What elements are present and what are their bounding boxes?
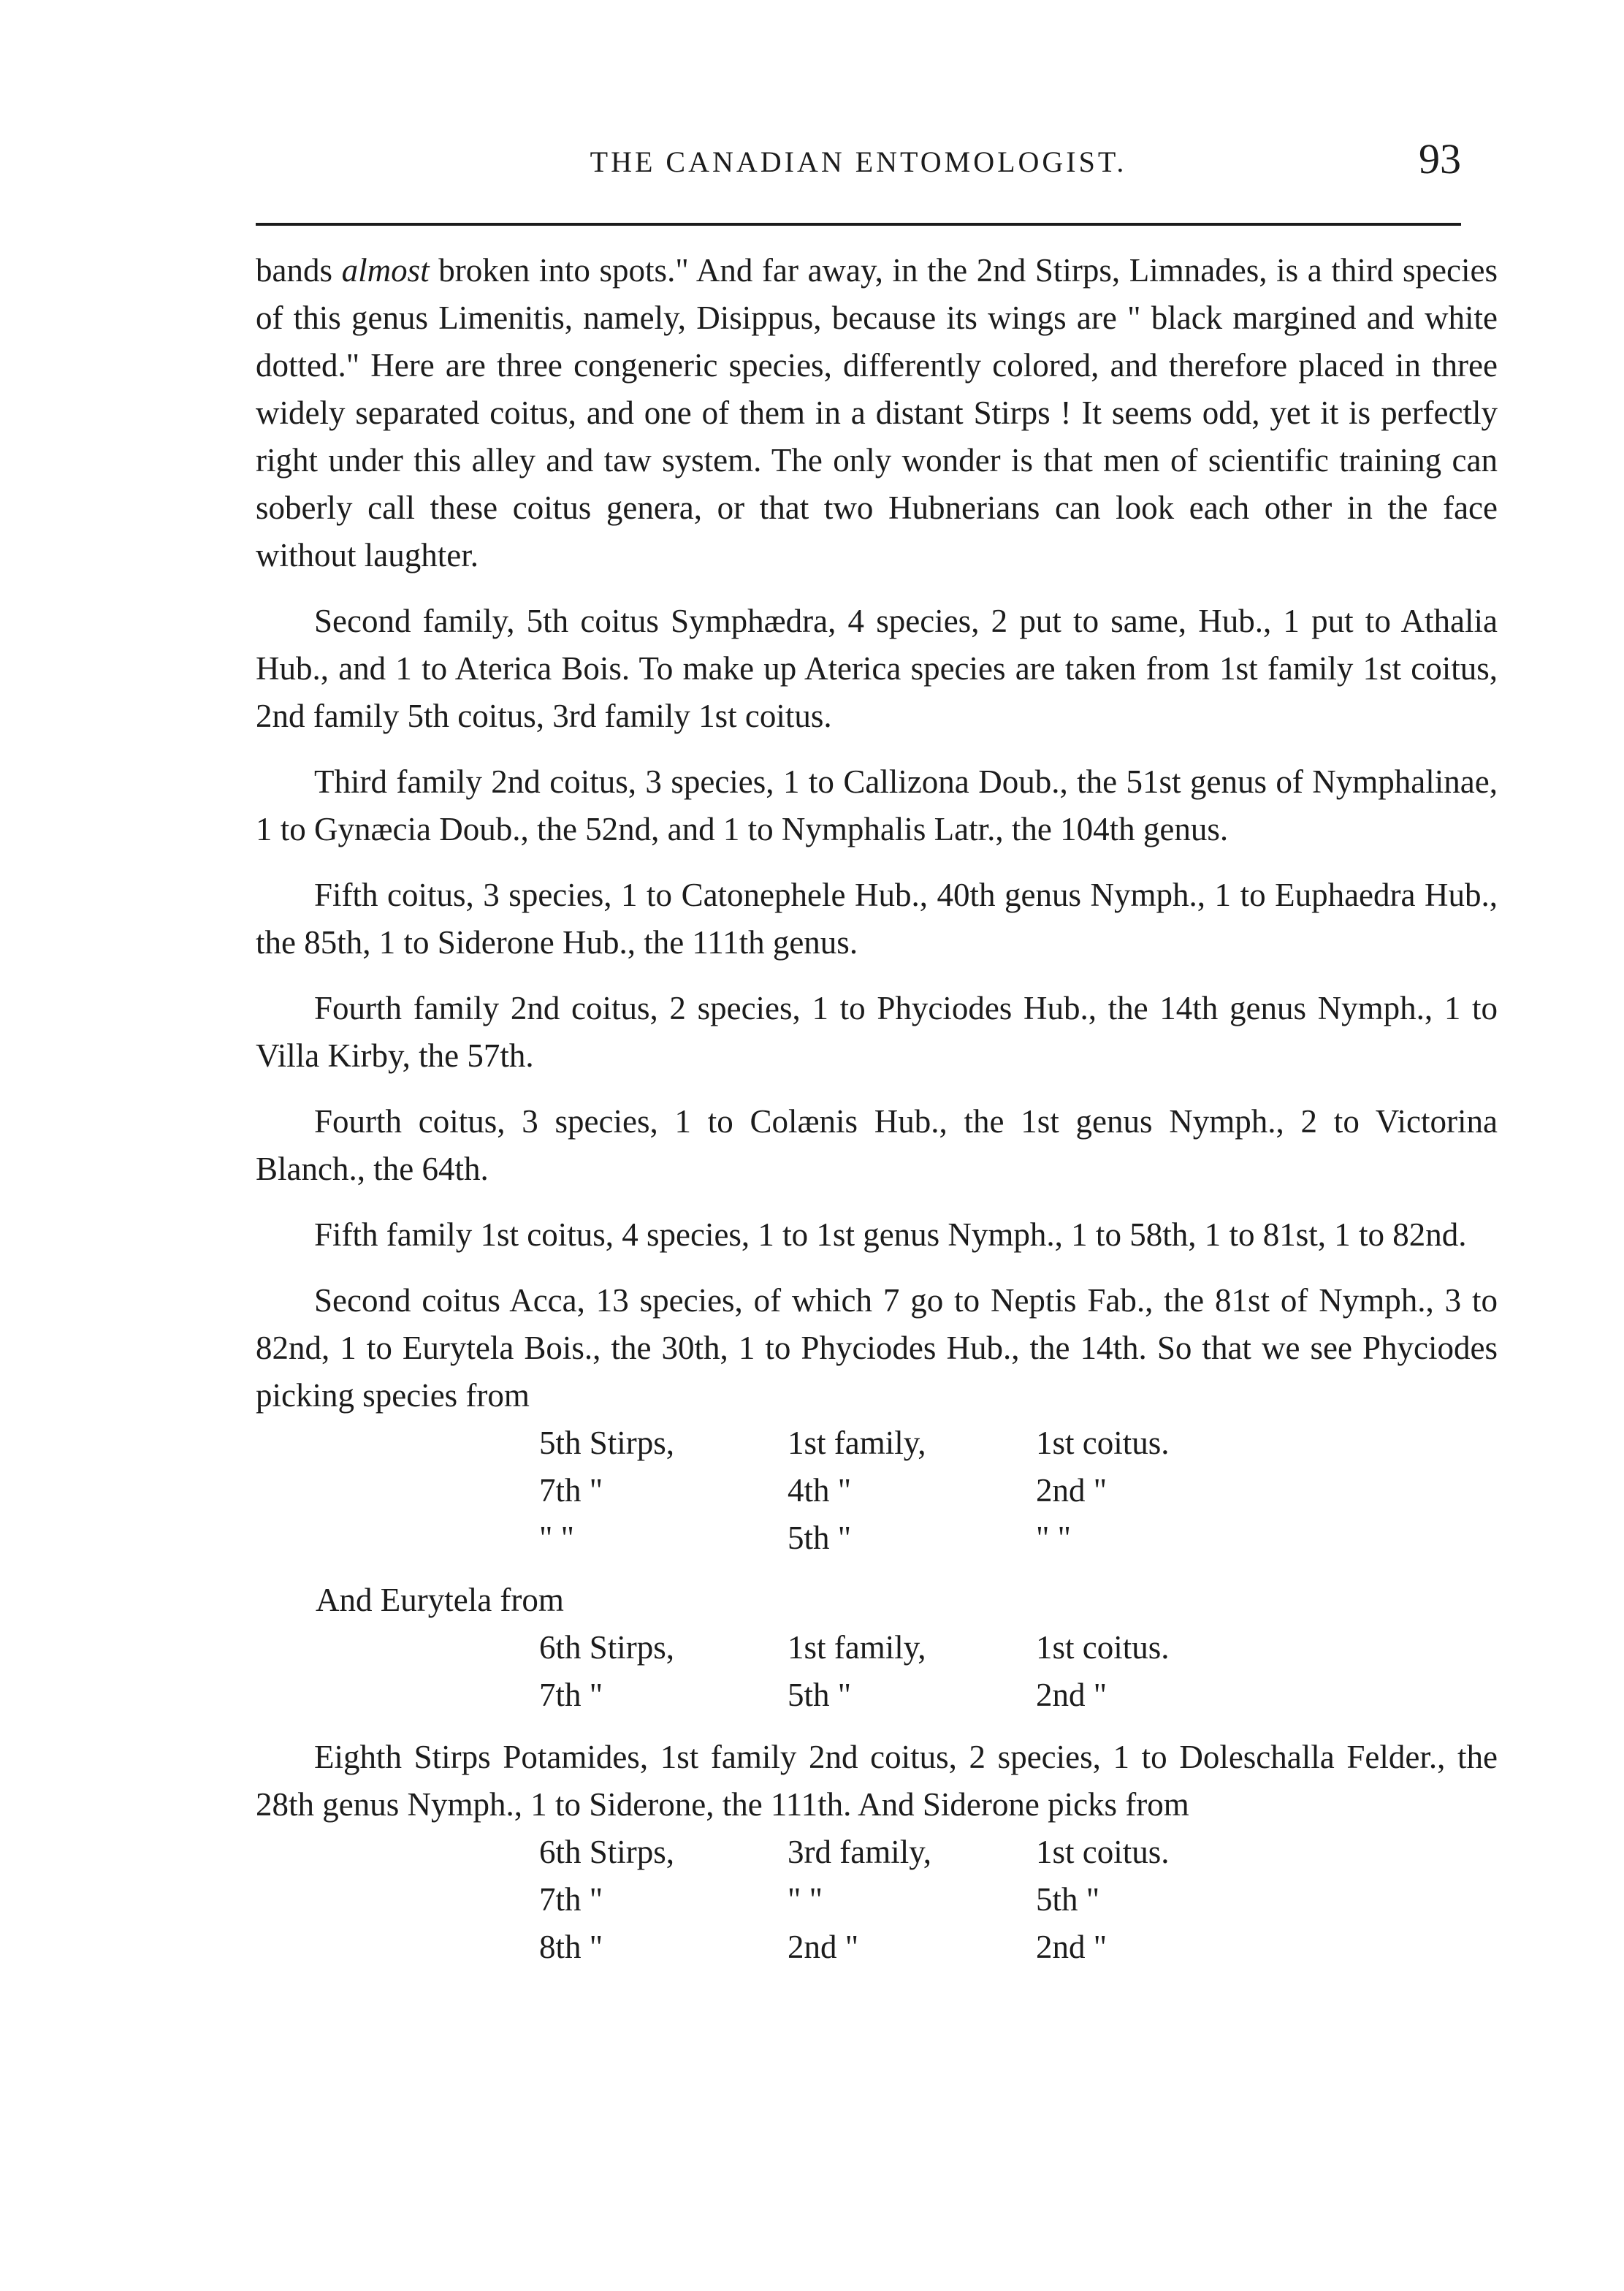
table-cell: 8th " [539,1929,603,1965]
paragraph-4: Fifth coitus, 3 species, 1 to Catonephele Hub., 40th genus Nymph., 1 to Euphaedra Hub., the 85th, 1 to Siderone Hub., the 111th genus. [256,877,1498,961]
table-cell: 7th " [539,1881,603,1918]
paragraph-1 [256,247,1498,579]
eurytela-table [539,1624,1211,1719]
table-row [539,1924,1211,1971]
table-cell: 7th " [539,1677,603,1713]
table-cell: 5th " [1036,1881,1100,1918]
paragraph-5: Fourth family 2nd coitus, 2 species, 1 to Phyciodes Hub., the 14th genus Nymph., 1 to Villa Kirby, the 57th. [256,990,1498,1074]
table-cell: 5th " [788,1520,852,1556]
table-row [539,1467,1211,1514]
table-cell: " " [788,1881,823,1918]
table-cell: 1st coitus. [1036,1834,1170,1870]
table-cell: 1st family, [788,1629,926,1666]
page-number: 93 [1419,135,1461,183]
siderone-table [539,1829,1211,1971]
table-cell: 6th Stirps, [539,1834,675,1870]
body-text [256,247,1498,1986]
table-cell: 4th " [788,1472,852,1509]
table-row [539,1624,1211,1671]
table-row [539,1419,1211,1467]
table-row [539,1671,1211,1719]
table-row [539,1876,1211,1924]
running-title: THE CANADIAN ENTOMOLOGIST. [590,145,1127,178]
phyciodes-table [539,1419,1211,1562]
table-row [539,1829,1211,1876]
table-cell: 3rd family, [788,1834,932,1870]
table-cell: 1st coitus. [1036,1629,1170,1666]
paragraph-8: Second coitus Acca, 13 species, of which 7 go to Neptis Fab., the 81st of Nymph., 3 to 82nd, 1 to Eurytela Bois., the 30th, 1 to Phyciodes Hub., the 14th. So that we see Phyciodes picking species from [256,1282,1498,1414]
paragraph-1-lead: bands [256,252,342,289]
page-header [256,137,1461,188]
table-cell: 6th Stirps, [539,1629,675,1666]
table-cell: 5th " [788,1677,852,1713]
table-cell: 7th " [539,1472,603,1509]
paragraph-6: Fourth coitus, 3 species, 1 to Colænis Hub., the 1st genus Nymph., 2 to Victorina Blanch., the 64th. [256,1103,1498,1187]
table-cell: 5th Stirps, [539,1425,675,1461]
paragraph-7: Fifth family 1st coitus, 4 species, 1 to 1st genus Nymph., 1 to 58th, 1 to 81st, 1 to 82nd. [314,1216,1467,1253]
paragraph-3: Third family 2nd coitus, 3 species, 1 to Callizona Doub., the 51st genus of Nymphalinae, 1 to Gynæcia Doub., the 52nd, and 1 to Nymphalis Latr., the 104th genus. [256,763,1498,847]
table-row [539,1514,1211,1562]
table-cell: 1st coitus. [1036,1425,1170,1461]
table-cell: " " [539,1520,574,1556]
table-cell: 2nd " [1036,1929,1108,1965]
paragraph-10: Eighth Stirps Potamides, 1st family 2nd coitus, 2 species, 1 to Doleschalla Felder., the 28th genus Nymph., 1 to Siderone, the 111th. And Siderone picks from [256,1739,1498,1823]
table-cell: 2nd " [788,1929,859,1965]
table-cell: 2nd " [1036,1677,1108,1713]
table-cell: " " [1036,1520,1071,1556]
paragraph-1-rest: broken into spots." And far away, in the 2nd Stirps, Limnades, is a third species of this genus Limenitis, namely, Disippus, because its wings are " black margined and white dotted." Here are three congeneric species, differently colored, and therefore placed in three widely separated coitus, and one of them in a distant Stirps ! It seems odd, yet it is perfectly right under this alley and taw system. The only wonder is that men of scientific training can soberly call these coitus genera, or that two Hubnerians can look each other in the face without laughter. [256,252,1498,573]
emphasis-almost: almost [341,252,430,289]
paragraph-2: Second family, 5th coitus Symphædra, 4 species, 2 put to same, Hub., 1 put to Athalia Hub., and 1 to Aterica Bois. To make up Aterica species are taken from 1st family 1st coitus, 2nd family 5th coitus, 3rd family 1st coitus. [256,603,1498,734]
table-cell: 2nd " [1036,1472,1108,1509]
table-cell: 1st family, [788,1425,926,1461]
paragraph-9: And Eurytela from [316,1582,564,1618]
header-rule [256,223,1461,226]
